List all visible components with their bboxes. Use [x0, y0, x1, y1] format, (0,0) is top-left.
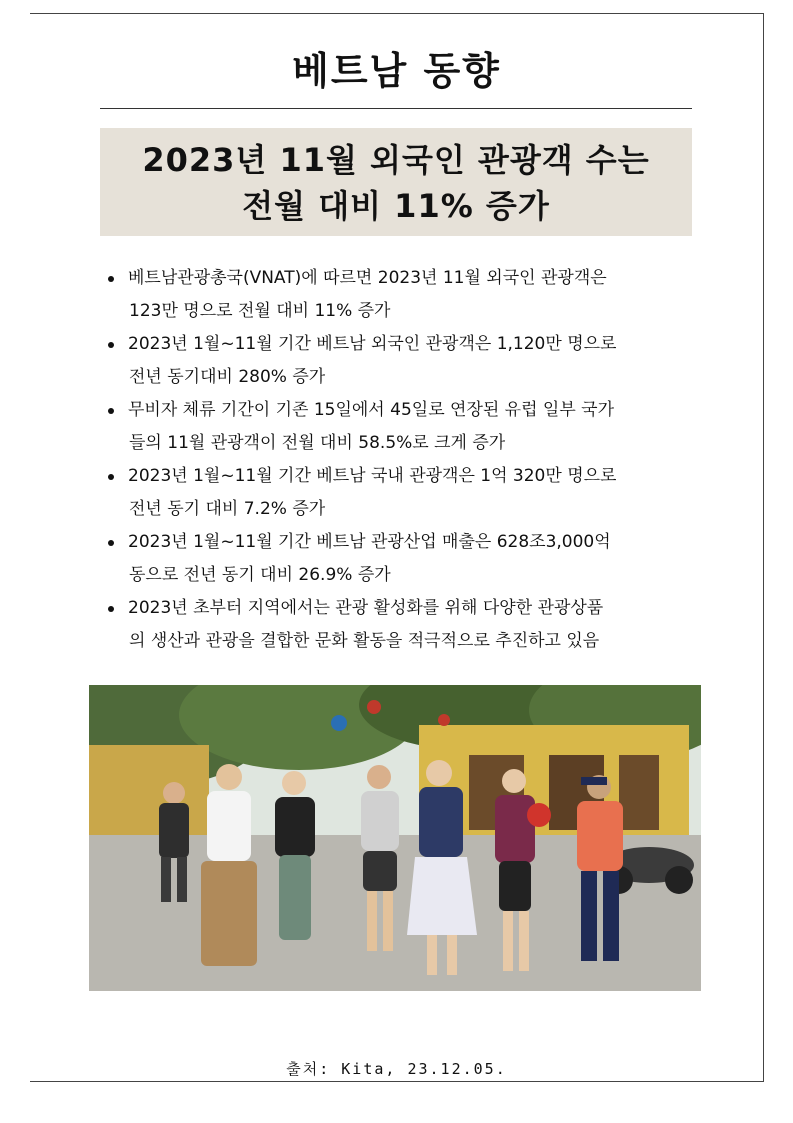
- page-title: 베트남 동향: [292, 49, 501, 93]
- title-divider: [100, 108, 692, 109]
- bullet-dot-icon: [108, 474, 114, 480]
- tourists-photo: [89, 685, 701, 991]
- headline-line-2: 전월 대비 11% 증가: [242, 187, 550, 225]
- bullet-text-line1: 2023년 1월~11월 기간 베트남 외국인 관광객은 1,120만 명으로: [128, 334, 617, 354]
- bullet-item: [104, 394, 704, 460]
- headline-box: [100, 128, 692, 236]
- bullet-dot-icon: [108, 606, 114, 612]
- bullet-item: [104, 262, 704, 328]
- bullet-list: [104, 262, 704, 658]
- bullet-text-line2: 전년 동기 대비 7.2% 증가: [129, 499, 326, 519]
- bullet-item: [104, 460, 704, 526]
- bullet-text-line1: 2023년 1월~11월 기간 베트남 관광산업 매출은 628조3,000억: [128, 532, 611, 552]
- bullet-text-line1: 2023년 초부터 지역에서는 관광 활성화를 위해 다양한 관광상품: [128, 598, 604, 618]
- bullet-text-line1: 2023년 1월~11월 기간 베트남 국내 관광객은 1억 320만 명으로: [128, 466, 617, 486]
- bullet-text-line2: 의 생산과 관광을 결합한 문화 활동을 적극적으로 추진하고 있음: [129, 631, 600, 651]
- bullet-text-line1: 무비자 체류 기간이 기존 15일에서 45일로 연장된 유럽 일부 국가: [128, 400, 615, 420]
- bullet-item: [104, 328, 704, 394]
- bullet-dot-icon: [108, 276, 114, 282]
- headline-line-1: 2023년 11월 외국인 관광객 수는: [142, 141, 650, 179]
- bullet-text-line2: 123만 명으로 전월 대비 11% 증가: [129, 301, 391, 321]
- bullet-dot-icon: [108, 342, 114, 348]
- source-citation: 출처: Kita, 23.12.05.: [286, 1060, 507, 1078]
- bullet-text-line2: 전년 동기대비 280% 증가: [129, 367, 326, 387]
- bullet-text-line2: 들의 11월 관광객이 전월 대비 58.5%로 크게 증가: [129, 433, 506, 453]
- bullet-text-line1: 베트남관광총국(VNAT)에 따르면 2023년 11월 외국인 관광객은: [128, 268, 607, 288]
- bullet-item: [104, 526, 704, 592]
- bullet-item: [104, 592, 704, 658]
- bullet-text-line2: 동으로 전년 동기 대비 26.9% 증가: [129, 565, 391, 585]
- bullet-dot-icon: [108, 540, 114, 546]
- bullet-dot-icon: [108, 408, 114, 414]
